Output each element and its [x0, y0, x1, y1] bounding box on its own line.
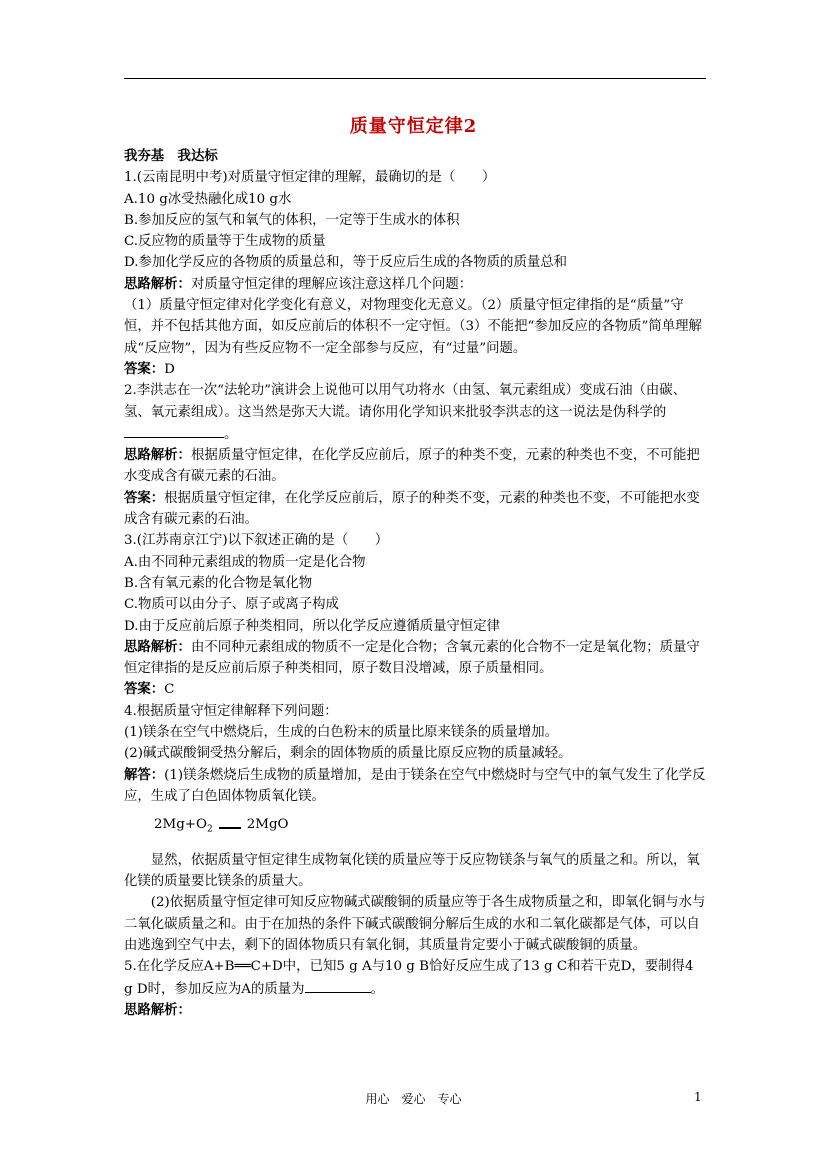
q3-answer-label: 答案： [124, 681, 165, 698]
q2-analysis [124, 445, 706, 488]
q5-stem-text: 5.在化学反应A+B══C+D中，已知5 g A与10 g B恰好反应生成了13 g C和若干克D，要制得4 g D时，参加反应为A的质量为 [124, 959, 694, 997]
q1-analysis [124, 274, 706, 295]
equation-reaction-line [219, 827, 241, 829]
q3-analysis-label: 思路解析： [124, 638, 191, 655]
q1-analysis-body: （1）质量守恒定律对化学变化有意义，对物理变化无意义。（2）质量守恒定律指的是“质量”守恒，并不包括其他方面，如反应前后的体积不一定守恒。（3）不能把“参加反应的各物质”简单理解成“反应物”，因为有些反应物不一定全部参与反应，有“过量”问题。 [124, 298, 702, 356]
q1-option-c: C.反应物的质量等于生成物的质量 [124, 234, 326, 250]
q1-answer [124, 359, 706, 380]
q5-stem-end: 。 [370, 981, 384, 997]
q4-item-1: (1)镁条在空气中燃烧后，生成的白色粉末的质量比原来镁条的质量增加。 [124, 725, 559, 741]
q4-item-2: (2)碱式碳酸铜受热分解后，剩余的固体物质的质量比原反应物的质量减轻。 [124, 746, 572, 762]
document-body [124, 146, 706, 1021]
equation-subscript: 2 [207, 824, 213, 835]
q3-option-c: C.物质可以由分子、原子或离子构成 [124, 597, 339, 613]
q4-stem: 4.根据质量守恒定律解释下列问题： [124, 703, 338, 719]
q2-answer-blank [124, 423, 224, 438]
q3-stem: 3.(江苏南京江宁)以下叙述正确的是（ ） [124, 533, 389, 549]
q3-analysis [124, 637, 706, 680]
page-title: 质量守恒定律2 [349, 116, 478, 137]
q3-analysis-text: 由不同种元素组成的物质不一定是化合物；含氧元素的化合物不一定是氧化物；质量守恒定律指的是反应前后原子种类相同，原子数目没增减，原子质量相同。 [124, 639, 700, 677]
q5-analysis-label: 思路解析： [124, 1001, 191, 1018]
page-number: 1 [694, 1090, 702, 1104]
q4-explain-2: (2)依据质量守恒定律可知反应物碱式碳酸铜的质量应等于各生成物质量之和，即氧化铜与水与二氧化碳质量之和。由于在加热的条件下碱式碳酸铜分解后生成的水和二氧化碳都是气体，可以自由逃逸到空气中去，剩下的固体物质只有氧化铜，其质量肯定要小于碱式碳酸铜的质量。 [124, 895, 706, 954]
q1-answer-value: D [164, 361, 175, 377]
q1-option-d: D.参加化学反应的各物质的质量总和，等于反应后生成的各物质的质量总和 [124, 255, 568, 271]
q3-answer [124, 679, 706, 700]
q4-solution [124, 765, 706, 808]
section-heading: 我夯基 我达标 [124, 148, 218, 164]
q2-stem-text: 2.李洪志在一次“法轮功”演讲会上说他可以用气功将水（由氢、氧元素组成）变成石油（由碳、氢、氧元素组成）。这当然是弥天大谎。请你用化学知识来批驳李洪志的这一说法是伪科学的 [124, 383, 687, 420]
q1-option-b: B.参加反应的氢气和氧气的体积，一定等于生成水的体积 [124, 212, 460, 228]
equation-right: 2MgO [246, 817, 289, 833]
q4-solution-label: 解答： [124, 766, 165, 783]
q1-stem: 1.(云南昆明中考)对质量守恒定律的理解，最确切的是（ ） [124, 170, 496, 186]
q1-analysis-intro: 对质量守恒定律的理解应该注意这样几个问题： [190, 276, 473, 292]
q4-equation [124, 813, 706, 842]
q1-answer-label: 答案： [124, 360, 165, 377]
q5-answer-blank [305, 978, 371, 993]
q2-stem [124, 380, 706, 445]
q2-answer-label: 答案： [124, 489, 165, 506]
equation-left: 2Mg+O [154, 817, 208, 833]
q1-option-a: A.10 g冰受热融化成10 g水 [124, 191, 292, 207]
q3-option-a: A.由不同种元素组成的物质一定是化合物 [124, 554, 366, 570]
q2-answer [124, 488, 706, 531]
header-rule [124, 78, 706, 79]
q5-stem [124, 956, 706, 1000]
q3-answer-value: C [164, 682, 175, 698]
q2-analysis-text: 根据质量守恒定律，在化学反应前后，原子的种类不变，元素的种类也不变，不可能把水变成含有碳元素的石油。 [124, 448, 700, 485]
q2-stem-end: 。 [224, 426, 238, 442]
q1-analysis-label: 思路解析： [124, 275, 191, 292]
q4-solution-text: (1)镁条燃烧后生成物的质量增加，是由于镁条在空气中燃烧时与空气中的氧气发生了化学反应，生成了白色固体物质氧化镁。 [124, 767, 706, 804]
q3-option-d: D.由于反应前后原子种类相同，所以化学反应遵循质量守恒定律 [124, 618, 501, 634]
q2-answer-text: 根据质量守恒定律，在化学反应前后，原子的种类不变，元素的种类也不变，不可能把水变成含有碳元素的石油。 [124, 490, 700, 528]
q3-option-b: B.含有氧元素的化合物是氧化物 [124, 575, 313, 591]
q2-analysis-label: 思路解析： [124, 447, 191, 464]
footer-motto: 用心 爱心 专心 [365, 1092, 462, 1106]
q4-explain-1: 显然，依据质量守恒定律生成物氧化镁的质量应等于反应物镁条与氧气的质量之和。所以，氧化镁的质量要比镁条的质量大。 [124, 852, 700, 890]
